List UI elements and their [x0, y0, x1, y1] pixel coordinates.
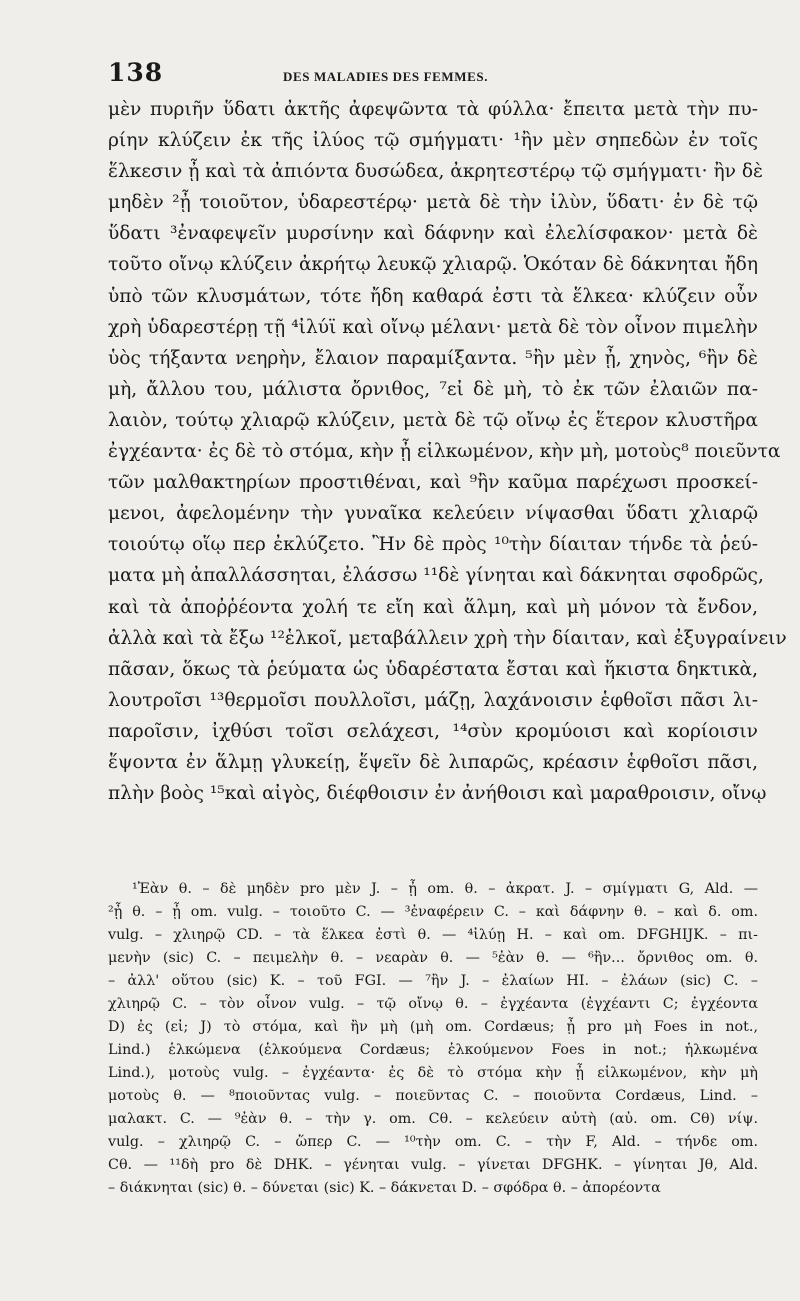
text-line: χρὴ ὑδαρεστέρῃ τῇ ⁴ἰλύϊ καὶ οἴνῳ μέλανι· μετὰ δὲ τὸν οἶνον πιμελὴν — [108, 316, 758, 338]
text-line: ὕδατι ³ἐναφεψεῖν μυρσίνην καὶ δάφνην καὶ ἐλελίσφακον· μετὰ δὲ — [108, 223, 758, 245]
text-line: λαιὸν, τούτῳ χλιαρῷ κλύζειν, μετὰ δὲ τῷ οἴνῳ ἐς ἕτερον κλυστῆρα — [108, 409, 758, 431]
running-head: DES MALADIES DES FEMMES. — [283, 69, 489, 84]
footnote-line: vulg. – χλιηρῷ C. – ὥπερ C. — ¹⁰τὴν om. C. – τὴν F, Ald. – τήνδε om. — [108, 1134, 758, 1150]
footnote-line: ¹Ἐὰν θ. – δὲ μηδὲν pro μὲν J. – ᾖ om. θ. – ἀκρατ. J. – σμίγματι G, Ald. — — [132, 881, 758, 897]
text-line: μὴ, ἄλλου του, μάλιστα ὄρνιθος, ⁷εἰ δὲ μὴ, τὸ ἐκ τῶν ἐλαιῶν πα- — [108, 378, 758, 400]
text-line: τῶν μαλθακτηρίων προστιθέναι, καὶ ⁹ἢν καῦμα παρέχωσι προσκεί- — [108, 472, 758, 494]
footnote-line: μαλακτ. C. — ⁹ἐὰν θ. – τὴν γ. om. Cθ. – κελεύειν αὐτὴ (αὐ. om. Cθ) νίψ. — [108, 1111, 758, 1127]
footnote-line: μενὴν (sic) C. – πειμελὴν θ. – νεαρὰν θ. — ⁵ἐὰν θ. — ⁶ἢν... ὄρνιθος om. θ. — [108, 950, 758, 966]
text-line: πᾶσαν, ὅκως τὰ ῥεύματα ὡς ὑδαρέστατα ἔσται καὶ ἥκιστα δηκτικὰ, — [108, 658, 758, 680]
text-line: τοῦτο οἴνῳ κλύζειν ἀκρήτῳ λευκῷ χλιαρῷ. Ὁκόταν δὲ δάκνηται ἤδη — [108, 254, 758, 276]
page-number: 138 — [108, 58, 164, 87]
footnote-line: χλιηρῷ C. – τὸν οἶνον vulg. – τῷ οἴνῳ θ. – ἐγχέαντα (ἐγχέαντι C; ἐγχέοντα — [108, 996, 758, 1012]
footnote-line: Lind.), μοτοὺς vulg. – ἐγχέαντα· ἐς δὲ τὸ στόμα κὴν ᾖ εἱλκωμένον, κὴν μὴ — [108, 1065, 758, 1081]
text-line: ἀλλὰ καὶ τὰ ἔξω ¹²ἑλκοῖ, μεταβάλλειν χρὴ τὴν δίαιταν, καὶ ἐξυγραίνειν — [108, 627, 787, 649]
text-line: πλὴν βοὸς ¹⁵καὶ αἰγὸς, διέφθοισιν ἐν ἀνήθοισι καὶ μαραθροισιν, οἴνῳ — [108, 783, 767, 805]
footnotes — [108, 878, 758, 1200]
footnote-line: – διάκνηται (sic) θ. – δύνεται (sic) K. – δάκνεται D. – σφόδρα θ. – ἀπορέοντα — [108, 1180, 661, 1196]
footnote-line: D) ἐς (εἰ; J) τὸ στόμα, καὶ ἢν μὴ (μὴ om. Cordæus; ᾖ pro μὴ Foes in not., — [108, 1019, 758, 1035]
footnote-line: ²ᾖ θ. – ᾖ om. vulg. – τοιοῦτο C. — ³ἐναφέρειν C. – καὶ δάφνην θ. – καὶ δ. om. — [108, 904, 758, 920]
text-line: ρίην κλύζειν ἐκ τῆς ἰλύος τῷ σμήγματι· ¹ἢν μὲν σηπεδὼν ἐν τοῖς — [108, 130, 758, 152]
text-line: καὶ τὰ ἀποῤῥέοντα χολή τε εἴη καὶ ἅλμη, καὶ μὴ μόνον τὰ ἔνδον, — [108, 596, 758, 618]
text-line: ὑὸς τήξαντα νεηρὴν, ἔλαιον παραμίξαντα. ⁵ἢν μὲν ᾖ, χηνὸς, ⁶ἢν δὲ — [108, 347, 758, 369]
footnote-line: vulg. – χλιηρῷ CD. – τὰ ἕλκεα ἐστὶ θ. — ⁴ἰλύῃ H. – καὶ om. DFGHIJK. – πι- — [108, 927, 758, 943]
text-line: ματα μὴ ἀπαλλάσσηται, ἐλάσσω ¹¹δὲ γίνηται καὶ δάκνηται σφοδρῶς, — [108, 565, 764, 587]
text-line: ὑπὸ τῶν κλυσμάτων, τότε ἤδη καθαρά ἐστι τὰ ἕλκεα· κλύζειν οὖν — [108, 285, 758, 307]
text-line: μηδὲν ²ᾖ τοιοῦτον, ὑδαρεστέρῳ· μετὰ δὲ τὴν ἰλὺν, ὕδατι· ἐν δὲ τῷ — [108, 192, 758, 214]
footnote-line: μοτοὺς θ. — ⁸ποιοῦντας vulg. – ποιεῦντας C. – ποιοῦντα Cordæus, Lind. – — [108, 1088, 758, 1104]
text-line: λουτροῖσι ¹³θερμοῖσι πουλλοῖσι, μάζῃ, λαχάνοισιν ἑφθοῖσι πᾶσι λι- — [108, 689, 758, 711]
text-line: παροῖσιν, ἰχθύσι τοῖσι σελάχεσι, ¹⁴σὺν κρομύοισι καὶ κορίοισιν — [108, 720, 758, 742]
page-header — [108, 58, 758, 94]
footnote-line: Cθ. — ¹¹δὴ pro δὲ DHK. – γένηται vulg. – γίνεται DFGHK. – γίνηται Jθ, Ald. — [108, 1157, 758, 1173]
footnote-line: Lind.) ἑλκώμενα (ἑλκούμενα Cordæus; ἑλκούμενον Foes in not.; ἡλκωμένα — [108, 1042, 758, 1058]
text-line: ἐγχέαντα· ἐς δὲ τὸ στόμα, κὴν ᾖ εἱλκωμένον, κὴν μὴ, μοτοὺς⁸ ποιεῦντα — [108, 441, 781, 463]
main-text — [108, 94, 787, 809]
text-line: ἕψοντα ἐν ἅλμῃ γλυκείῃ, ἕψεῖν δὲ λιπαρῶς, κρέασιν ἑφθοῖσι πᾶσι, — [108, 751, 758, 773]
text-line: μὲν πυριῆν ὕδατι ἀκτῆς ἀφεψῶντα τὰ φύλλα· ἔπειτα μετὰ τὴν πυ- — [108, 99, 758, 120]
text-line: τοιούτῳ οἵῳ περ ἐκλύζετο. Ἢν δὲ πρὸς ¹⁰τὴν δίαιταν τήνδε τὰ ῥεύ- — [108, 534, 758, 556]
text-line: ἕλκεσιν ᾖ καὶ τὰ ἀπιόντα δυσώδεα, ἀκρητεστέρῳ τῷ σμήγματι· ἢν δὲ — [108, 161, 764, 183]
text-line: μενοι, ἀφελομένην τὴν γυναῖκα κελεύειν νίψασθαι ὕδατι χλιαρῷ — [108, 503, 758, 525]
footnote-line: – ἀλλ' οὕτου (sic) K. – τοῦ FGI. — ⁷ἢν J. – ἐλαίων HI. – ἐλάων (sic) C. – — [108, 973, 758, 989]
